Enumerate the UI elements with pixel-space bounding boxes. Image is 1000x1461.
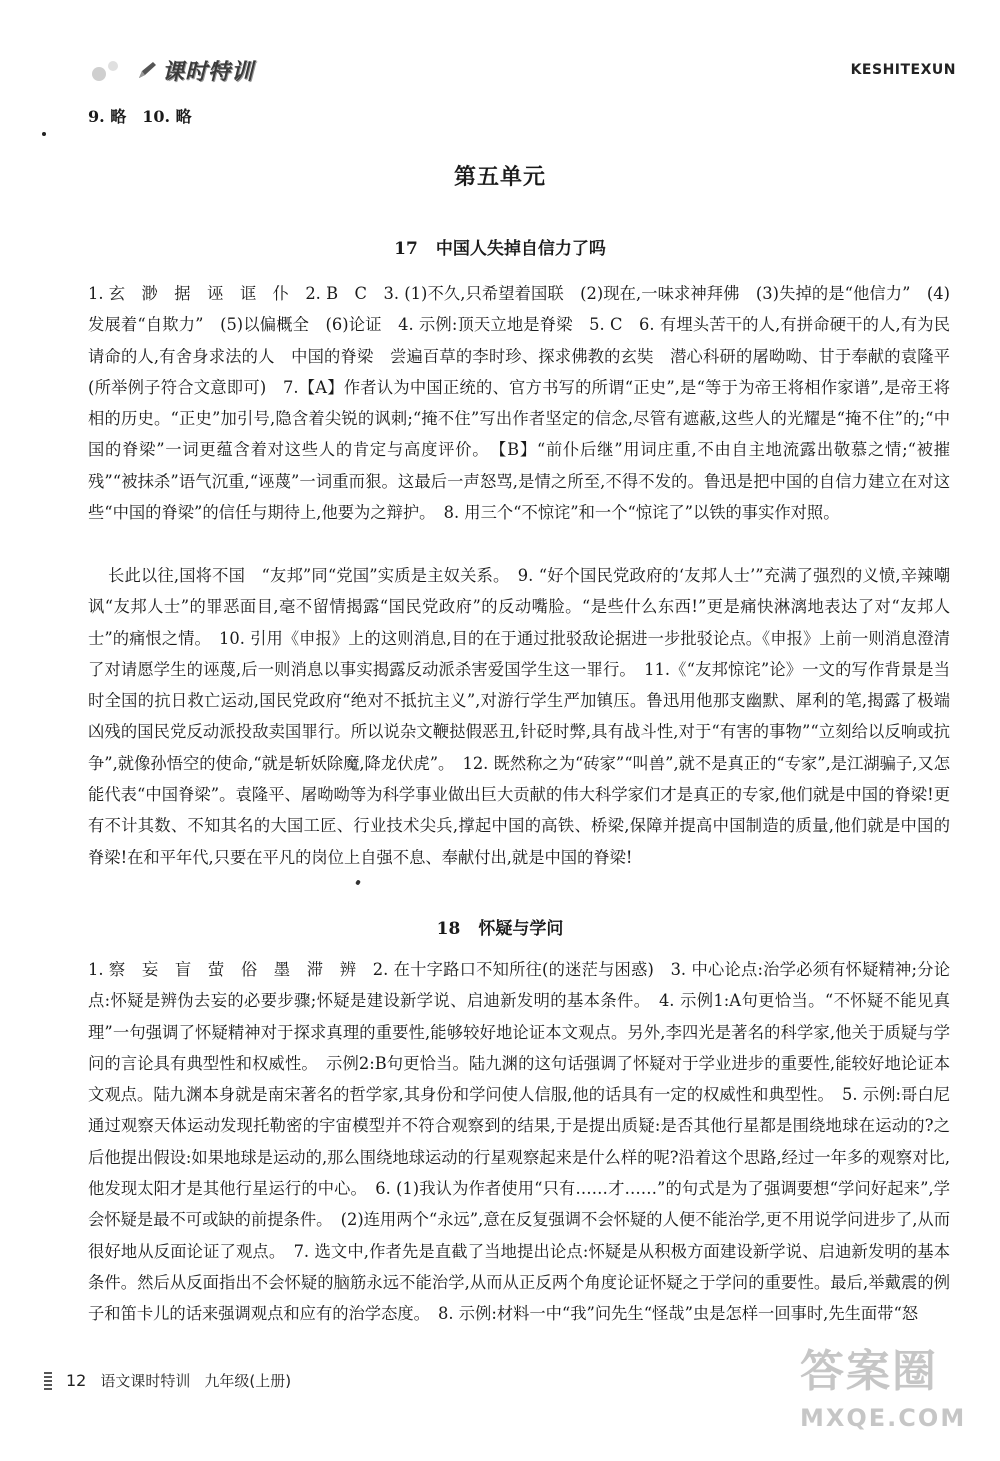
- section-number: 17: [394, 239, 418, 259]
- section-name: 怀疑与学问: [478, 919, 564, 939]
- section-title-17: [0, 234, 1000, 259]
- grade-label: 九年级(上册): [204, 1372, 292, 1390]
- prelude-answers: 9. 略 10. 略: [88, 107, 192, 126]
- watermark-line2: MXQE.COM: [800, 1404, 967, 1432]
- page-footer: [44, 1370, 291, 1391]
- logo-decoration: [88, 55, 136, 85]
- book-title: 语文课时特训: [100, 1372, 191, 1390]
- section-17-paragraph-2: 长此以往,国将不国 “友邦”同“党国”实质是主奴关系。 9. “好个国民党政府的‘友邦人士’”充满了强烈的义愤,辛辣嘲讽“友邦人士”的罪恶面目,毫不留情揭露“国民党政府”的反动嘴脸。“是些什么东西!”更是痛快淋漓地表达了对“友邦人士”的痛恨之情。 10. 引用《申报》上的这则消息,目的在于通过批驳敌论据进一步批驳论点。《申报》上前一则消息澄清了对请愿学生的诬蔑,后一则消息以事实揭露反动派杀害爱国学生这一罪行。 11.《“友邦惊诧”论》一文的写作背景是当时全国的抗日救亡运动,国民党政府“绝对不抵抗主义”,对游行学生严加镇压。鲁迅用他那支幽默、犀利的笔,揭露了极端凶残的国民党反动派投敌卖国罪行。所以说杂文鞭挞假恶丑,针砭时弊,具有战斗性,对于“有害的事物”“立刻给以反响或抗争”,就像孙悟空的使命,“就是斩妖除魔,降龙伏虎”。 12. 既然称之为“砖家”“叫兽”,就不是真正的“专家”,是江湖骗子,又怎能代表“中国脊梁”。袁隆平、屠呦呦等为科学事业做出巨大贡献的伟大科学家们才是真正的专家,他们就是中国的脊梁!更有不计其数、不知其名的大国工匠、行业技术尖兵,撑起中国的高铁、桥梁,保障并提高中国制造的质量,他们就是中国的脊梁!在和平年代,只要在平凡的岗位上自强不息、奉献付出,就是中国的脊梁!: [88, 566, 950, 867]
- watermark-line1: 答案圈: [800, 1346, 938, 1397]
- section-number: 18: [436, 919, 461, 939]
- footer-bar-icon: [44, 1372, 52, 1390]
- section-title-18: [0, 914, 1000, 939]
- section-name: 中国人失掉自信力了吗: [435, 239, 606, 259]
- pen-icon: [136, 59, 158, 81]
- watermark: [800, 1342, 980, 1452]
- logo-text: 课时特训: [162, 59, 255, 85]
- unit-title: 第五单元: [453, 165, 546, 190]
- section-18-paragraph-1: 1. 察 妄 盲 萤 俗 墨 滞 辨 2. 在十字路口不知所往(的迷茫与困惑) 3. 中心论点:治学必须有怀疑精神;分论点:怀疑是辨伪去妄的必要步骤;怀疑是建设新学说、启迪新发明的基本条件。 4. 示例1:A句更恰当。“不怀疑不能见真理”一句强调了怀疑精神对于探求真理的重要性,能够较好地论证本文观点。另外,李四光是著名的科学家,他关于质疑与学问的言论具有典型性和权威性。 示例2:B句更恰当。陆九渊的这句话强调了怀疑对于学业进步的重要性,能较好地论证本文观点。陆九渊本身就是南宋著名的哲学家,其身份和学问使人信服,他的话具有一定的权威性和典型性。 5. 示例:哥白尼通过观察天体运动发现托勒密的宇宙模型并不符合观察到的结果,于是提出质疑:是否其他行星都是围绕地球在运动的?之后他提出假设:如果地球是运动的,那么围绕地球运动的行星观察起来是什么样的呢?沿着这个思路,经过一年多的观察对比,他发现太阳才是其他行星运行的中心。 6. (1)我认为作者使用“只有……才……”的句式是为了强调要想“学问好起来”,学会怀疑是最不可或缺的前提条件。 (2)连用两个“永远”,意在反复强调不会怀疑的人便不能治学,更不用说学问进步了,从而很好地从反面论证了观点。 7. 选文中,作者先是直截了当地提出论点:怀疑是从积极方面建设新学说、启迪新发明的基本条件。然后从反面指出不会怀疑的脑筋永远不能治学,从而从正反两个角度论证怀疑之于学问的重要性。最后,举戴震的例子和笛卡儿的话来强调观点和应有的治学态度。 8. 示例:材料一中“我”问先生“怪哉”虫是怎样一回事时,先生面带“怒: [88, 960, 950, 1324]
- margin-dot: [42, 132, 46, 136]
- print-speck: [355, 879, 361, 885]
- brand-pinyin: KESHITEXUN: [850, 62, 956, 78]
- header-logo: [88, 52, 254, 88]
- page-number: 12: [66, 1371, 87, 1390]
- section-17-paragraph-1: 1. 玄 渺 据 诬 诓 仆 2. B C 3. (1)不久,只希望着国联 (2)现在,一味求神拜佛 (3)失掉的是“他信力” (4)发展着“自欺力” (5)以偏概全 (6)论证 4. 示例:顶天立地是脊梁 5. C 6. 有埋头苦干的人,有拼命硬干的人,有为民请命的人,有舍身求法的人 中国的脊梁 尝遍百草的李时珍、探求佛教的玄奘 潜心科研的屠呦呦、甘于奉献的袁隆平(所举例子符合文意即可) 7.【A】作者认为中国正统的、官方书写的所谓“正史”,是“等于为帝王将相作家谱”,是帝王将相的历史。“正史”加引号,隐含着尖锐的讽刺;“掩不住”写出作者坚定的信念,尽管有遮蔽,这些人的光耀是“掩不住”的;“中国的脊梁”一词更蕴含着对这些人的肯定与高度评价。 【B】“前仆后继”用词庄重,不由自主地流露出敬慕之情;“被摧残”“被抹杀”语气沉重,“诬蔑”一词重而狠。这最后一声怒骂,是情之所至,不得不发的。鲁迅是把中国的自信力建立在对这些“中国的脊梁”的信任与期待上,他要为之辩护。 8. 用三个“不惊诧”和一个“惊诧了”以铁的事实作对照。: [88, 284, 950, 523]
